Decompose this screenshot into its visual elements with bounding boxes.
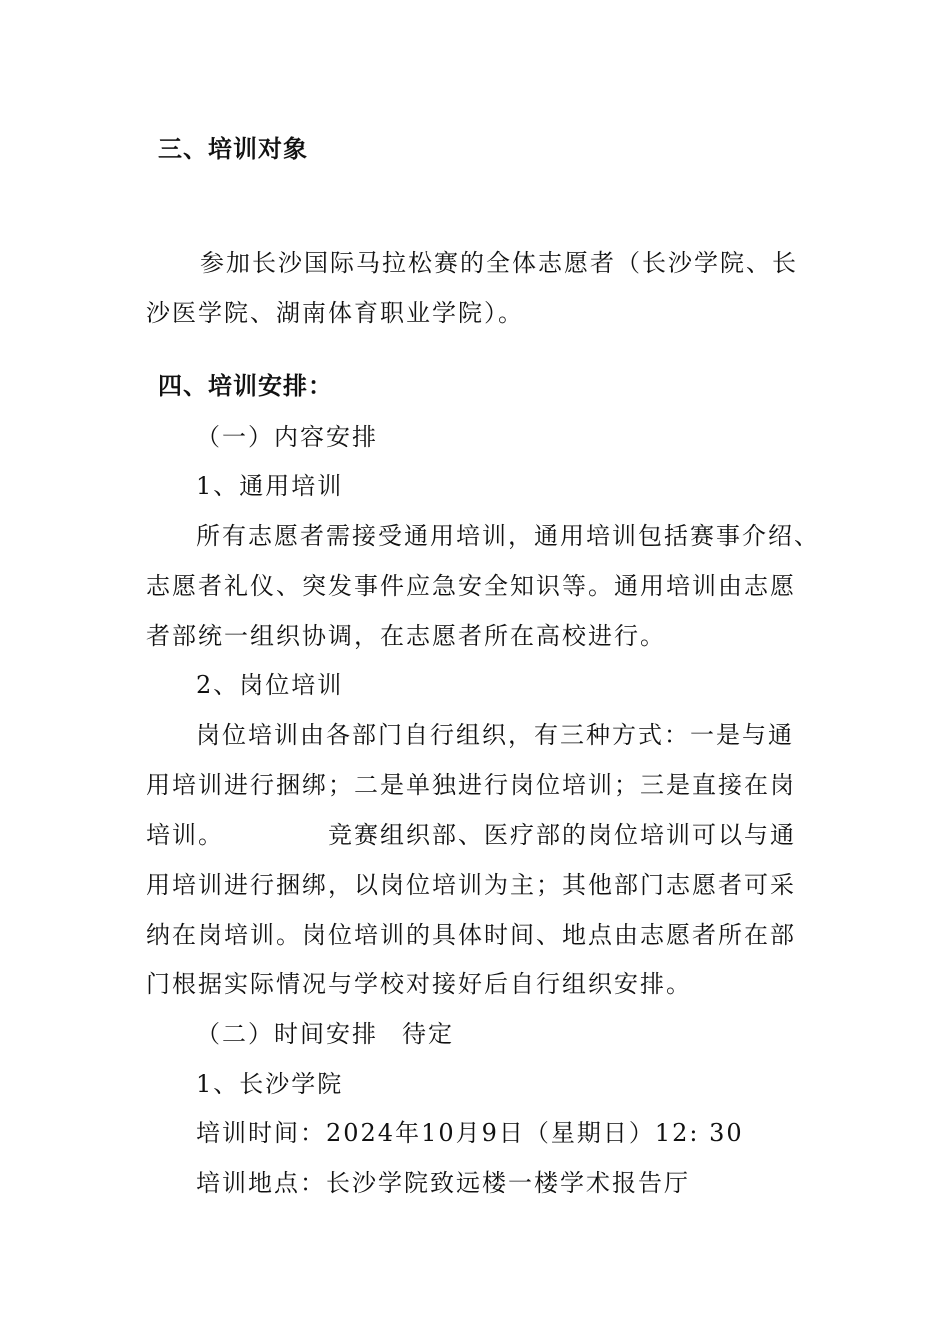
schedule-status: 待定: [402, 1020, 454, 1048]
csu-place-value: 长沙学院致远楼一楼学术报告厅: [326, 1169, 690, 1197]
general-training-title: 1、通用培训: [196, 472, 344, 500]
general-training-line-3: 者部统一组织协调，在志愿者所在高校进行。: [146, 622, 666, 650]
post-training-line-1: 岗位培训由各部门自行组织，有三种方式：一是与通: [196, 721, 794, 749]
csu-time-value: 2024年10月9日（星期日）12: 30: [326, 1119, 744, 1147]
post-training-line-2: 用培训进行捆绑；二是单独进行岗位培训；三是直接在岗: [146, 771, 796, 799]
csu-title: 1、长沙学院: [196, 1070, 344, 1098]
section-4-heading: 四、培训安排：: [158, 372, 333, 400]
schedule-heading: （二）时间安排: [196, 1020, 378, 1048]
general-training-line-1: 所有志愿者需接受通用培训，通用培训包括赛事介绍、: [196, 522, 820, 550]
section-3-heading: 三、培训对象: [158, 135, 308, 163]
post-training-line-5: 纳在岗培训。岗位培训的具体时间、地点由志愿者所在部: [146, 921, 796, 949]
content-arrangement-heading: （一）内容安排: [196, 423, 378, 451]
section-3-paragraph-line-1: 参加长沙国际马拉松赛的全体志愿者（长沙学院、长: [200, 249, 798, 277]
csu-place-label: 培训地点：: [196, 1169, 326, 1197]
post-training-title: 2、岗位培训: [196, 671, 344, 699]
csu-time-label: 培训时间：: [196, 1119, 326, 1147]
csu-place-row: [196, 1166, 690, 1200]
section-3-paragraph-line-2: 沙医学院、湖南体育职业学院）。: [146, 299, 524, 327]
csu-time-row: [196, 1116, 744, 1150]
post-training-line-3b: 竞赛组织部、医疗部的岗位培训可以与通: [328, 821, 796, 849]
post-training-line-4: 用培训进行捆绑，以岗位培训为主；其他部门志愿者可采: [146, 871, 796, 899]
post-training-line-6: 门根据实际情况与学校对接好后自行组织安排。: [146, 970, 692, 998]
post-training-line-3a: 培训。: [146, 821, 224, 849]
general-training-line-2: 志愿者礼仪、突发事件应急安全知识等。通用培训由志愿: [146, 572, 796, 600]
